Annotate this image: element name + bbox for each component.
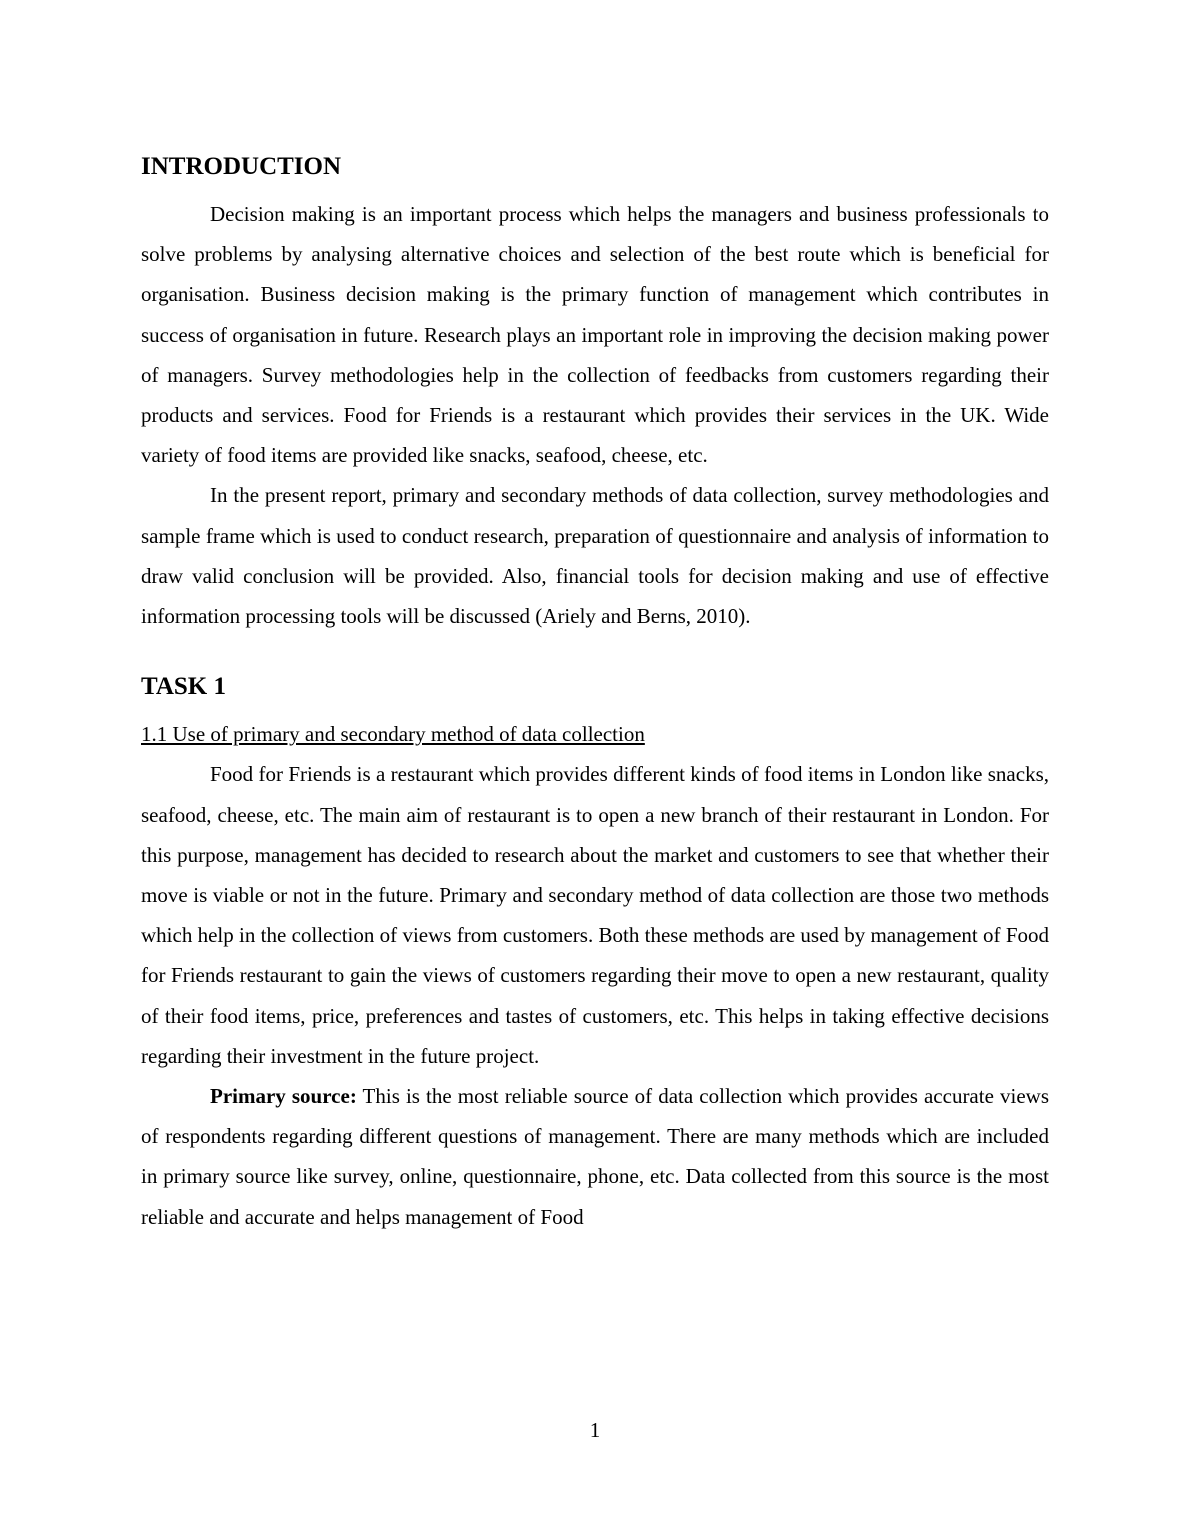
primary-source-label: Primary source: — [210, 1084, 357, 1109]
intro-paragraph-2: In the present report, primary and secondary methods of data collection, survey methodologies and sample frame which is used to conduct research, preparation of questionnaire and analysis of information to draw valid conclusion will be provided. Also, financial tools for decision making and use of effective information processing tools will be discussed (Ariely and Berns, 2010). — [141, 483, 1049, 629]
primary-source-paragraph — [141, 1076, 1049, 1237]
page-content — [141, 150, 1049, 1237]
intro-paragraph-1: Decision making is an important process which helps the managers and business professionals to solve problems by analysing alternative choices and selection of the best route which is beneficial for organisation. Business decision making is the primary function of management which contributes in success of organisation in future. Research plays an important role in improving the decision making power of managers. Survey methodologies help in the collection of feedbacks from customers regarding their products and services. Food for Friends is a restaurant which provides their services in the UK. Wide variety of food items are provided like snacks, seafood, cheese, etc. — [141, 202, 1049, 468]
task1-paragraph-1: Food for Friends is a restaurant which provides different kinds of food items in London like snacks, seafood, cheese, etc. The main aim of restaurant is to open a new branch of their restaurant in London. For this purpose, management has decided to research about the market and customers to see that whether their move is viable or not in the future. Primary and secondary method of data collection are those two methods which help in the collection of views from customers. Both these methods are used by management of Food for Friends restaurant to gain the views of customers regarding their move to open a new restaurant, quality of their food items, price, preferences and tastes of customers, etc. This helps in taking effective decisions regarding their investment in the future project. — [141, 762, 1049, 1068]
introduction-heading: INTRODUCTION — [141, 153, 342, 180]
primary-source-text: This is the most reliable source of data collection which provides accurate views of respondents regarding different questions of management. There are many methods which are included in primary source like survey, online, questionnaire, phone, etc. Data collected from this source is the most reliable and accurate and helps management of Food — [141, 1084, 1049, 1229]
task1-heading: TASK 1 — [141, 673, 226, 701]
section-1-1-subheading: 1.1 Use of primary and secondary method of data collection — [141, 722, 645, 747]
page-number: 1 — [589, 1418, 601, 1442]
